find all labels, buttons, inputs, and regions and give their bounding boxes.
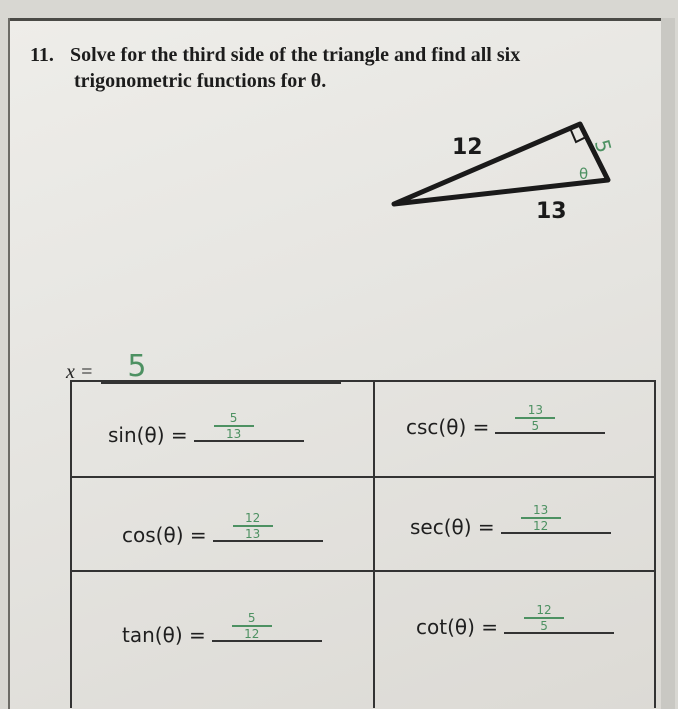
top-border	[10, 18, 675, 21]
csc-label: csc(θ) =	[406, 415, 490, 439]
sec-numerator: 13	[533, 503, 549, 517]
cot-answer-blank[interactable]	[504, 603, 614, 634]
tan-denominator: 12	[244, 627, 260, 641]
csc-numerator: 13	[527, 403, 544, 417]
cot-label: cot(θ) =	[416, 615, 499, 639]
cot-cell	[416, 603, 614, 639]
cos-label: cos(θ) =	[122, 523, 207, 547]
sec-answer-blank[interactable]	[501, 503, 611, 534]
tan-label: tan(θ) =	[122, 623, 206, 647]
tan-answer	[232, 612, 272, 640]
problem-statement	[30, 42, 630, 94]
cos-numerator: 12	[244, 511, 261, 525]
worksheet-page	[8, 18, 675, 709]
x-answer-value: 5	[127, 349, 147, 384]
cot-numerator: 12	[536, 603, 552, 617]
problem-line-2: trigonometric functions for θ.	[74, 70, 327, 92]
csc-cell	[406, 403, 605, 439]
sec-label: sec(θ) =	[410, 515, 495, 539]
cos-answer	[233, 512, 273, 540]
csc-denominator: 5	[531, 419, 540, 433]
csc-answer-blank[interactable]	[495, 403, 605, 434]
paper-edge	[661, 18, 675, 709]
problem-line-1: Solve for the third side of the triangle and find all six	[70, 44, 521, 66]
sin-denominator: 13	[225, 427, 242, 441]
cot-denominator: 5	[540, 619, 548, 633]
tan-numerator: 5	[247, 611, 256, 625]
cos-denominator: 13	[244, 527, 261, 541]
sec-cell	[410, 503, 611, 539]
sin-answer	[214, 412, 254, 440]
cos-answer-blank[interactable]	[213, 511, 323, 542]
sec-denominator: 12	[533, 519, 549, 533]
sin-answer-blank[interactable]	[194, 411, 304, 442]
problem-number: 11.	[30, 44, 54, 66]
tan-answer-blank[interactable]	[212, 611, 322, 642]
side-label-bottom: 13	[536, 199, 567, 224]
x-label: x =	[66, 361, 94, 383]
table-divider-row-2	[72, 570, 654, 572]
tan-cell	[122, 611, 322, 647]
angle-label: θ	[579, 165, 589, 183]
table-divider-row-1	[72, 476, 654, 478]
csc-answer	[515, 404, 555, 432]
sec-answer	[521, 504, 561, 532]
sin-numerator: 5	[229, 411, 238, 425]
trig-functions-table	[70, 380, 656, 708]
cos-cell	[122, 511, 323, 547]
triangle-figure	[390, 114, 630, 234]
cot-answer	[524, 604, 564, 632]
triangle-shape	[394, 124, 608, 204]
side-label-top: 12	[452, 135, 483, 160]
side-label-right: 5	[589, 136, 617, 156]
sin-cell	[108, 411, 304, 447]
table-divider-vertical	[373, 382, 375, 708]
sin-label: sin(θ) =	[108, 423, 188, 447]
